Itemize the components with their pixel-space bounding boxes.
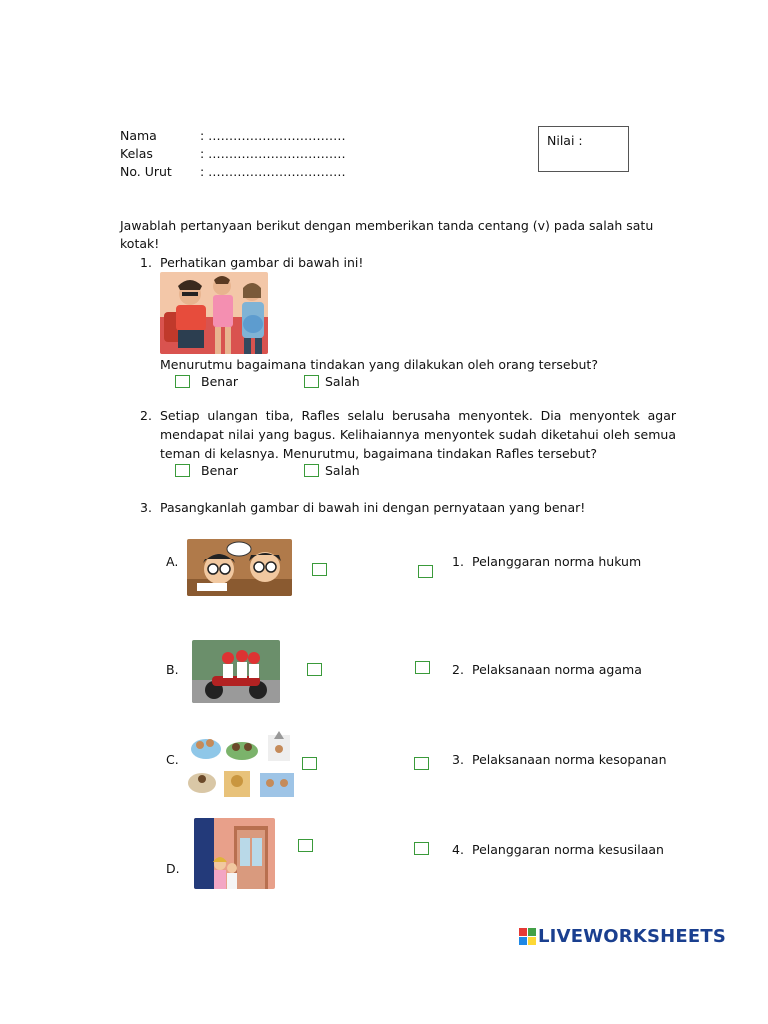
nilai-box [538,126,629,172]
item-c-checkbox[interactable] [302,757,317,770]
instruction-line-2: kotak! [120,236,160,251]
q1-number: 1. [140,255,152,270]
item-a-picture [187,539,292,596]
item-a-letter: A. [166,554,179,569]
q3-number: 3. [140,500,152,515]
instruction-line-1: Jawablah pertanyaan berikut dengan memberikan tanda centang (v) pada salah satu [120,218,654,233]
liveworksheets-logo [519,926,726,947]
item-b-checkbox[interactable] [307,663,322,676]
motorcycle-illustration [192,640,280,703]
statement-4-number: 4. [452,842,464,857]
nama-blank: : …………………………… [200,128,346,143]
statement-1-text: Pelanggaran norma hukum [472,554,642,569]
q1-benar-label: Benar [201,374,238,389]
item-d-checkbox[interactable] [298,839,313,852]
statement-3-text: Pelaksanaan norma kesopanan [472,752,667,767]
people-illustration [160,272,268,354]
item-b-letter: B. [166,662,179,677]
q1-salah-label: Salah [325,374,360,389]
item-d-picture [194,818,275,889]
prayer-illustrations [186,729,304,801]
kelas-blank: : …………………………… [200,146,346,161]
q1-text: Perhatikan gambar di bawah ini! [160,255,364,270]
statement-4-text: Pelanggaran norma kesusilaan [472,842,664,857]
q2-number: 2. [140,408,152,423]
item-c-letter: C. [166,752,179,767]
q1-question: Menurutmu bagaimana tindakan yang dilakukan oleh orang tersebut? [160,357,598,372]
item-b-picture [192,640,280,703]
q2-line-2: mendapat nilai yang bagus. Kelihaiannya menyontek sudah diketahui oleh semua [160,427,676,442]
item-a-checkbox[interactable] [312,563,327,576]
statement-3-checkbox[interactable] [414,757,429,770]
q2-salah-label: Salah [325,463,360,478]
statement-2-text: Pelaksanaan norma agama [472,662,642,677]
statement-4-checkbox[interactable] [414,842,429,855]
nourut-blank: : …………………………… [200,164,346,179]
q1-benar-checkbox[interactable] [175,375,190,388]
q1-salah-checkbox[interactable] [304,375,319,388]
q2-salah-checkbox[interactable] [304,464,319,477]
nilai-label: Nilai : [547,133,583,148]
statement-2-number: 2. [452,662,464,677]
statement-1-checkbox[interactable] [418,565,433,578]
brand-text: LIVEWORKSHEETS [538,926,727,947]
q2-line-3: teman di kelasnya. Menurutmu, bagaimana tindakan Rafles tersebut? [160,446,598,461]
statement-1-number: 1. [452,554,464,569]
nourut-label: No. Urut [120,164,172,179]
door-illustration [194,818,275,889]
nama-label: Nama [120,128,157,143]
brand-logo-icon [519,928,536,945]
item-c-picture [186,729,304,801]
q2-line-1: Setiap ulangan tiba, Rafles selalu berusaha menyontek. Dia menyontek agar [160,408,676,423]
statement-2-checkbox[interactable] [415,661,430,674]
cheating-illustration [187,539,292,596]
statement-3-number: 3. [452,752,464,767]
q1-illustration [160,272,268,354]
kelas-label: Kelas [120,146,153,161]
q2-benar-label: Benar [201,463,238,478]
q3-text: Pasangkanlah gambar di bawah ini dengan pernyataan yang benar! [160,500,586,515]
q2-benar-checkbox[interactable] [175,464,190,477]
item-d-letter: D. [166,861,180,876]
